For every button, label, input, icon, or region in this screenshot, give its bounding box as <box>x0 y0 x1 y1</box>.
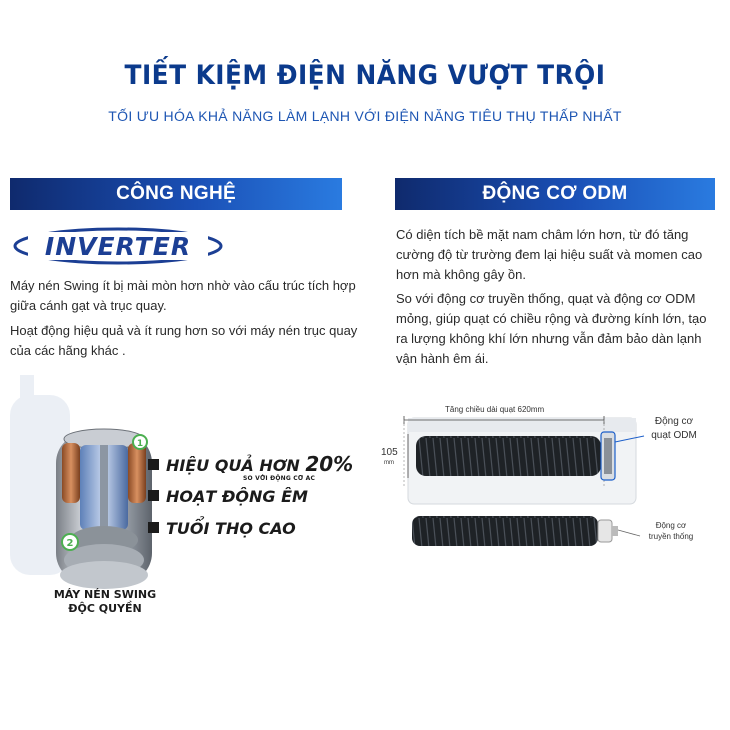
feature-durability-label: TUỔI THỌ CAO <box>166 519 296 538</box>
traditional-motor-label-line1: Động cơ <box>655 521 687 530</box>
marker-2-label: 2 <box>66 538 74 549</box>
bullet-square-icon <box>148 490 159 501</box>
feature-efficiency-percent: 20% <box>305 452 354 476</box>
compressor-caption-line2: ĐỘC QUYỀN <box>68 602 142 615</box>
bullet-square-icon <box>148 459 159 470</box>
compressor-description: Máy nén Swing ít bị mài mòn hơn nhờ vào cấu trúc tích hợp giữa cánh gạt và trục quay. <box>10 278 356 313</box>
feature-efficiency <box>148 452 353 476</box>
compressor-performance: Hoạt động hiệu quả và ít rung hơn so với máy nén trục quay của các hãng khác . <box>10 323 358 358</box>
odm-motor-label-line2: quạt ODM <box>651 430 697 441</box>
bullet-square-icon <box>148 522 159 533</box>
swing-compressor-image <box>50 425 160 595</box>
inverter-logo <box>12 226 224 266</box>
technology-banner: CÔNG NGHỆ <box>10 178 342 210</box>
fan-height-unit: mm <box>384 460 394 466</box>
feature-efficiency-note: SO VỚI ĐỘNG CƠ AC <box>243 475 316 482</box>
odm-comparison: So với động cơ truyền thống, quạt và động cơ ODM mỏng, giúp quạt có chiều rộng và đường kính lớn, tạo ra lượng không khí lớn nhưng vẫn đảm bảo dàn lạnh vận hành êm ái. <box>396 291 707 366</box>
page-title: TIẾT KIỆM ĐIỆN NĂNG VƯỢT TRỘI <box>124 60 606 91</box>
feature-quiet <box>148 487 308 506</box>
traditional-motor-label-line2: truyền thống <box>648 532 694 541</box>
marker-1-label: 1 <box>136 439 144 449</box>
feature-durability <box>148 519 296 538</box>
page-subtitle: TỐI ƯU HÓA KHẢ NĂNG LÀM LẠNH VỚI ĐIỆN NĂNG TIÊU THỤ THẤP NHẤT <box>108 108 622 124</box>
feature-efficiency-label: HIỆU QUẢ HƠN <box>166 456 300 475</box>
odm-motor-label-line1: Động cơ <box>654 416 694 427</box>
inverter-logo-text: INVERTER <box>44 232 192 261</box>
feature-quiet-label: HOẠT ĐỘNG ÊM <box>166 487 308 506</box>
odm-motor-label <box>644 415 704 443</box>
odm-motor-banner: ĐỘNG CƠ ODM <box>395 178 715 210</box>
fan-height-value: 105 <box>381 447 398 458</box>
compressor-caption-line1: MÁY NÉN SWING <box>53 588 157 601</box>
traditional-motor-label <box>640 520 702 542</box>
fan-width-label: Tăng chiều dài quạt 620mm <box>445 405 545 414</box>
odm-description: Có diện tích bề mặt nam châm lớn hơn, từ đó tăng cường độ từ trường đem lại hiệu suất và momen cao hơn mà không gây ồn. <box>396 227 703 282</box>
